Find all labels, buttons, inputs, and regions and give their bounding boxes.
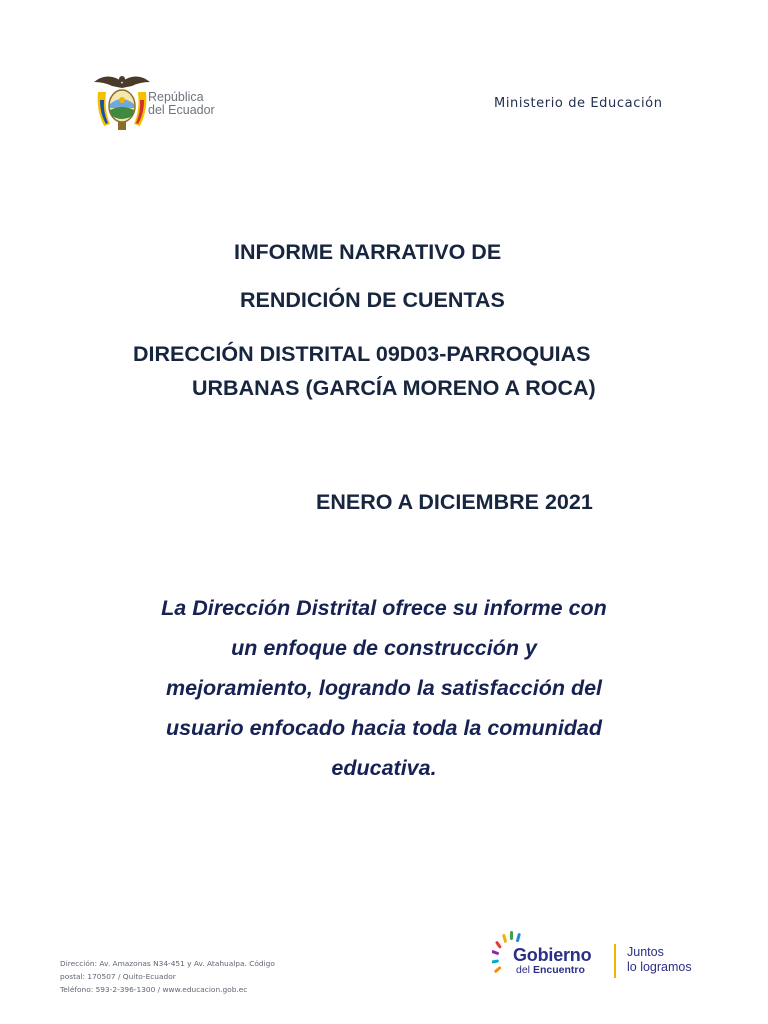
statement-line-2: un enfoque de construcción y [231,636,537,660]
coat-of-arms-icon [92,70,152,134]
juntos-line-2: lo logramos [627,960,692,974]
address-line-3: Teléfono: 593-2-396-1300 / www.educacion.gob.ec [60,985,248,994]
republica-line-1: República [148,90,204,104]
del-label: del [516,964,531,976]
republica-del-ecuador-label [148,91,215,117]
gobierno-label: Gobierno [513,945,592,965]
address-line-1: Dirección: Av. Amazonas N34-451 y Av. Atahualpa. Código [60,959,275,968]
address-line-2: postal: 170507 / Quito-Ecuador [60,972,176,981]
logo-divider [614,944,616,978]
title-line-2: RENDICIÓN DE CUENTAS [240,288,505,312]
title-line-4: URBANAS (GARCÍA MORENO A ROCA) [192,376,596,400]
statement-line-4: usuario enfocado hacia toda la comunidad [165,716,603,740]
juntos-lo-logramos [627,945,692,975]
ministerio-label: Ministerio de Educación [494,96,663,111]
report-period: ENERO A DICIEMBRE 2021 [316,490,593,514]
encuentro-label: Encuentro [532,964,585,976]
statement-line-3: mejoramiento, logrando la satisfacción del [165,676,603,700]
statement-line-5: educativa. [331,756,437,780]
mission-statement [118,588,650,788]
del-encuentro-label [516,964,585,976]
juntos-line-1: Juntos [627,945,664,959]
title-line-1: INFORME NARRATIVO DE [234,240,502,264]
title-line-3: DIRECCIÓN DISTRITAL 09D03-PARROQUIAS [133,342,591,366]
republica-line-2: del Ecuador [148,103,215,117]
footer-address [60,957,320,996]
statement-line-1: La Dirección Distrital ofrece su informe con [161,596,607,620]
